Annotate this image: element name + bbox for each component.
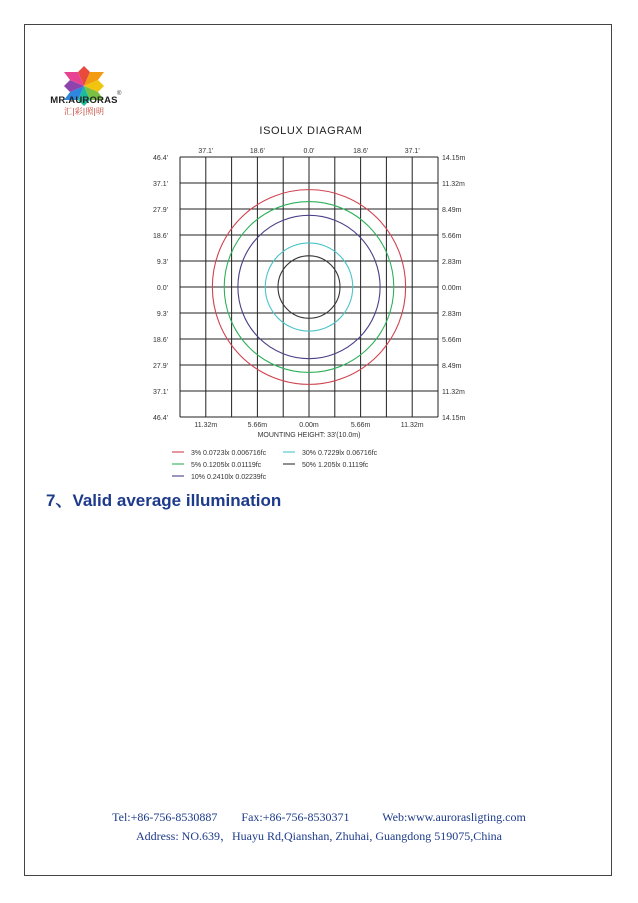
left-tick-label: 46.4': [153, 415, 168, 422]
top-tick-label: 18.6': [353, 148, 369, 155]
left-tick-label: 18.6': [153, 337, 168, 344]
x-axis-label: MOUNTING HEIGHT: 33'(10.0m): [257, 432, 361, 439]
left-tick-label: 37.1': [153, 181, 168, 188]
bottom-tick-label: 11.32m: [400, 422, 424, 429]
right-tick-label: 5.66m: [442, 233, 462, 240]
legend-label: 3% 0.0723lx 0.006716fc: [191, 450, 267, 457]
left-tick-label: 9.3': [156, 259, 168, 266]
logo-name: MR.AURORAS: [50, 95, 118, 106]
legend-label: 30% 0.7229lx 0.06716fc: [302, 450, 378, 457]
right-tick-label: 8.49m: [442, 363, 462, 370]
right-tick-label: 11.32m: [442, 181, 465, 188]
top-tick-label: 37.1': [198, 148, 214, 155]
legend-label: 5% 0.1205lx 0.01119fc: [191, 462, 262, 469]
footer-contact: Tel:+86-756-8530887 Fax:+86-756-8530371 Web:www.aurorasligting.com: [112, 810, 526, 824]
right-tick-label: 2.83m: [442, 259, 462, 266]
bottom-tick-label: 5.66m: [350, 422, 371, 429]
legend-label: 10% 0.2410lx 0.02239fc: [191, 474, 267, 481]
logo-registered-mark: ®: [117, 91, 122, 97]
left-tick-label: 27.9': [153, 363, 168, 370]
left-tick-label: 9.3': [156, 311, 168, 318]
right-tick-label: 5.66m: [442, 337, 462, 344]
footer-address: Address: NO.639，Huayu Rd,Qianshan, Zhuhai, Guangdong 519075,China: [136, 829, 502, 843]
right-tick-label: 2.83m: [442, 311, 462, 318]
left-tick-label: 27.9': [153, 207, 168, 214]
left-tick-label: 37.1': [153, 389, 168, 396]
bottom-tick-label: 0.00m: [299, 422, 319, 429]
right-tick-label: 8.49m: [442, 207, 462, 214]
right-tick-label: 14.15m: [442, 155, 466, 162]
logo-subtitle: 汇|彩|照|明: [63, 107, 105, 116]
right-tick-label: 0.00m: [442, 285, 462, 292]
left-tick-label: 18.6': [153, 233, 168, 240]
top-tick-label: 18.6': [249, 148, 265, 155]
right-tick-label: 14.15m: [442, 415, 466, 422]
bottom-tick-label: 11.32m: [194, 422, 218, 429]
bottom-tick-label: 5.66m: [247, 422, 268, 429]
legend-label: 50% 1.205lx 0.1119fc: [302, 462, 369, 469]
left-tick-label: 46.4': [153, 155, 168, 162]
right-tick-label: 11.32m: [442, 389, 465, 396]
chart-title: ISOLUX DIAGRAM: [259, 125, 363, 137]
section-heading: 7、Valid average illumination: [46, 491, 282, 510]
top-tick-label: 37.1': [404, 148, 420, 155]
top-tick-label: 0.0': [303, 148, 315, 155]
left-tick-label: 0.0': [156, 285, 168, 292]
